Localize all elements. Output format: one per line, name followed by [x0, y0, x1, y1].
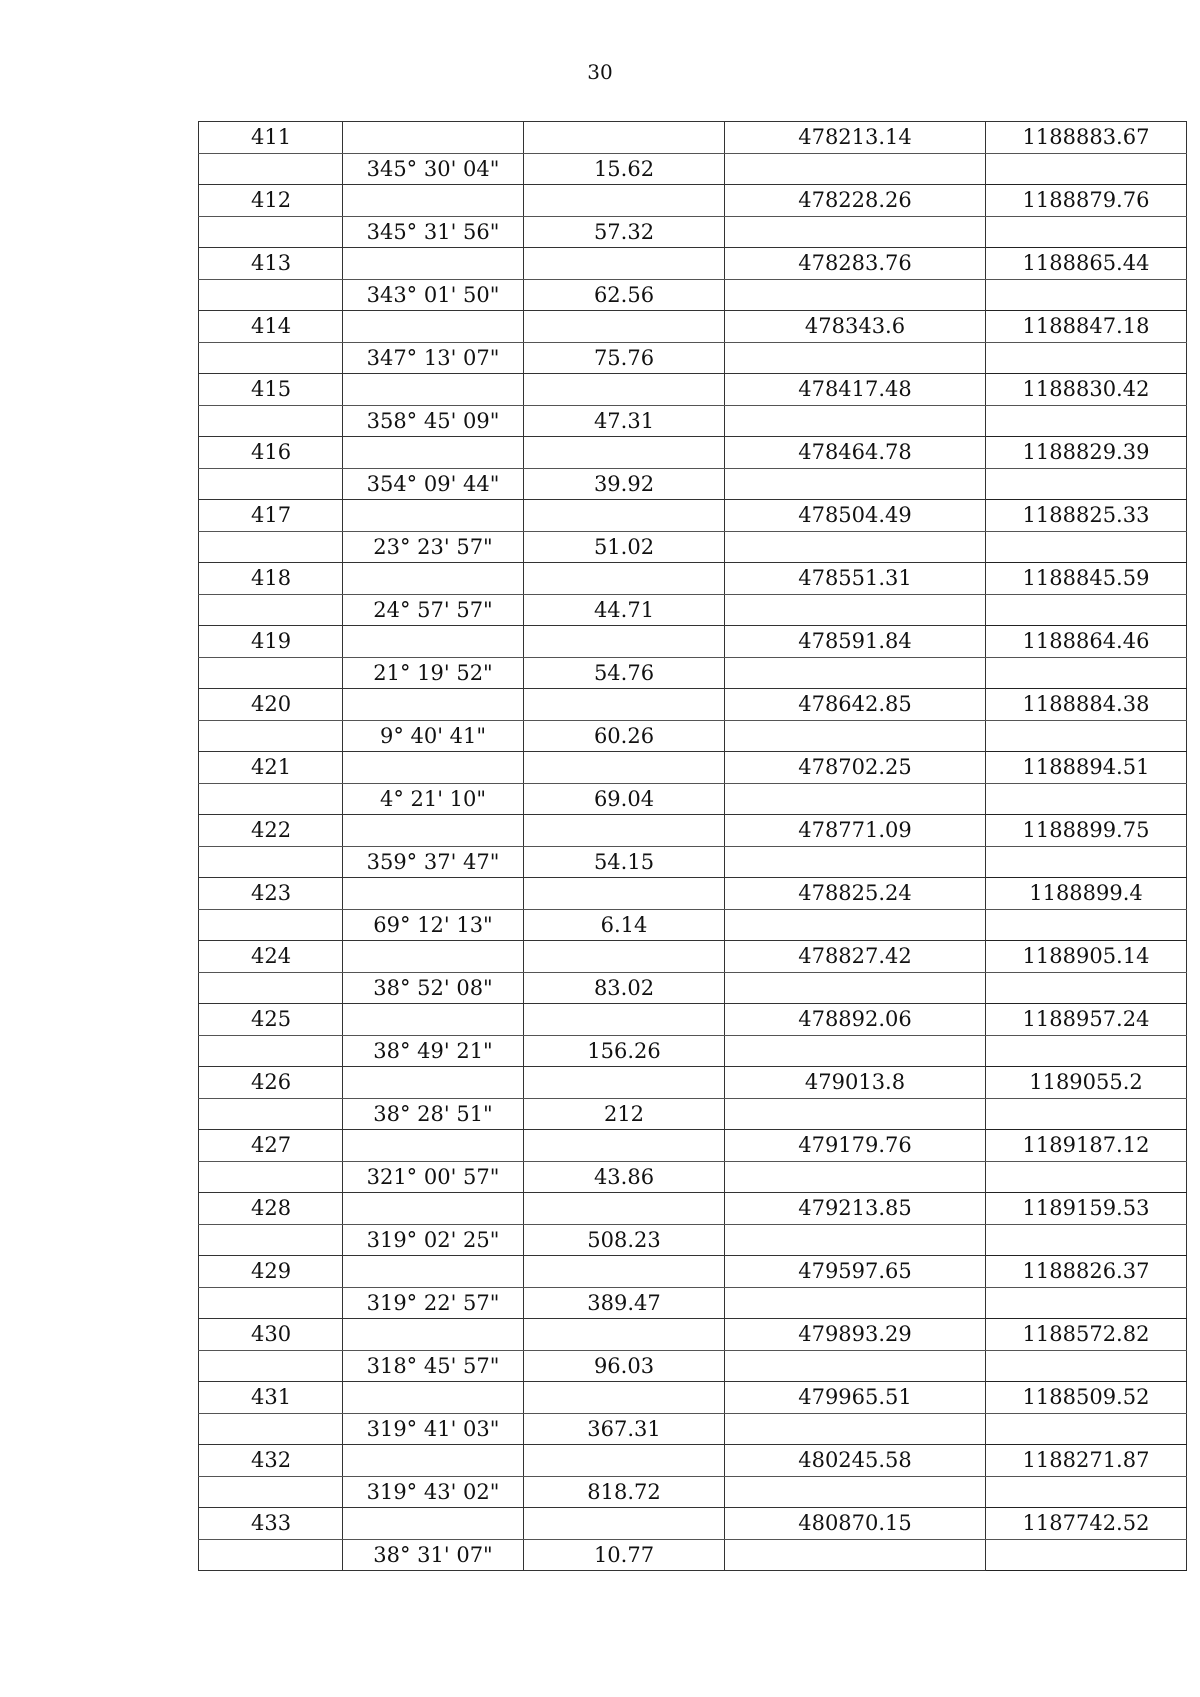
- point-id-cell: [199, 594, 343, 626]
- bearing-cell: [343, 878, 524, 910]
- x-coordinate-cell: 478504.49: [725, 500, 986, 532]
- y-coordinate-cell: [986, 783, 1187, 815]
- x-coordinate-cell: 478892.06: [725, 1004, 986, 1036]
- bearing-cell: 9° 40' 41": [343, 720, 524, 752]
- distance-cell: 54.76: [524, 657, 725, 689]
- bearing-cell: [343, 248, 524, 280]
- y-coordinate-cell: [986, 846, 1187, 878]
- point-id-cell: [199, 1035, 343, 1067]
- bearing-cell: [343, 563, 524, 595]
- distance-cell: 51.02: [524, 531, 725, 563]
- point-id-cell: [199, 1413, 343, 1445]
- x-coordinate-cell: 480245.58: [725, 1445, 986, 1477]
- bearing-cell: 23° 23' 57": [343, 531, 524, 563]
- bearing-cell: [343, 500, 524, 532]
- segment-row: [199, 720, 1187, 752]
- point-id-cell: 427: [199, 1130, 343, 1162]
- segment-row: [199, 1161, 1187, 1193]
- point-row: [199, 437, 1187, 469]
- segment-row: [199, 1539, 1187, 1571]
- distance-cell: [524, 1256, 725, 1288]
- segment-row: [199, 1098, 1187, 1130]
- point-id-cell: 414: [199, 311, 343, 343]
- y-coordinate-cell: 1188883.67: [986, 122, 1187, 154]
- point-row: [199, 815, 1187, 847]
- point-row: [199, 500, 1187, 532]
- y-coordinate-cell: 1188905.14: [986, 941, 1187, 973]
- x-coordinate-cell: [725, 783, 986, 815]
- point-id-cell: 420: [199, 689, 343, 721]
- segment-row: [199, 1413, 1187, 1445]
- distance-cell: 15.62: [524, 153, 725, 185]
- segment-row: [199, 1035, 1187, 1067]
- distance-cell: [524, 1508, 725, 1540]
- point-row: [199, 374, 1187, 406]
- point-id-cell: 431: [199, 1382, 343, 1414]
- bearing-cell: [343, 1067, 524, 1099]
- y-coordinate-cell: 1188572.82: [986, 1319, 1187, 1351]
- x-coordinate-cell: 478551.31: [725, 563, 986, 595]
- bearing-cell: 38° 52' 08": [343, 972, 524, 1004]
- distance-cell: [524, 311, 725, 343]
- bearing-cell: 345° 30' 04": [343, 153, 524, 185]
- x-coordinate-cell: 478464.78: [725, 437, 986, 469]
- point-id-cell: [199, 909, 343, 941]
- bearing-cell: 38° 49' 21": [343, 1035, 524, 1067]
- point-id-cell: [199, 1476, 343, 1508]
- distance-cell: 39.92: [524, 468, 725, 500]
- point-id-cell: [199, 1161, 343, 1193]
- x-coordinate-cell: [725, 1476, 986, 1508]
- distance-cell: 54.15: [524, 846, 725, 878]
- bearing-cell: 354° 09' 44": [343, 468, 524, 500]
- y-coordinate-cell: [986, 1539, 1187, 1571]
- y-coordinate-cell: [986, 657, 1187, 689]
- bearing-cell: 69° 12' 13": [343, 909, 524, 941]
- coordinates-table: [198, 121, 1187, 1571]
- point-id-cell: 429: [199, 1256, 343, 1288]
- y-coordinate-cell: 1188271.87: [986, 1445, 1187, 1477]
- point-id-cell: 419: [199, 626, 343, 658]
- point-id-cell: 432: [199, 1445, 343, 1477]
- y-coordinate-cell: 1188847.18: [986, 311, 1187, 343]
- distance-cell: [524, 248, 725, 280]
- point-id-cell: 428: [199, 1193, 343, 1225]
- x-coordinate-cell: [725, 846, 986, 878]
- bearing-cell: 4° 21' 10": [343, 783, 524, 815]
- bearing-cell: 359° 37' 47": [343, 846, 524, 878]
- distance-cell: [524, 1319, 725, 1351]
- x-coordinate-cell: 478228.26: [725, 185, 986, 217]
- point-id-cell: [199, 1350, 343, 1382]
- segment-row: [199, 342, 1187, 374]
- point-row: [199, 1256, 1187, 1288]
- distance-cell: 60.26: [524, 720, 725, 752]
- bearing-cell: [343, 1130, 524, 1162]
- point-row: [199, 1130, 1187, 1162]
- x-coordinate-cell: 478702.25: [725, 752, 986, 784]
- x-coordinate-cell: 478591.84: [725, 626, 986, 658]
- point-id-cell: [199, 279, 343, 311]
- point-id-cell: 415: [199, 374, 343, 406]
- bearing-cell: [343, 1508, 524, 1540]
- bearing-cell: 21° 19' 52": [343, 657, 524, 689]
- y-coordinate-cell: [986, 1350, 1187, 1382]
- segment-row: [199, 216, 1187, 248]
- x-coordinate-cell: [725, 531, 986, 563]
- y-coordinate-cell: [986, 1287, 1187, 1319]
- bearing-cell: [343, 626, 524, 658]
- y-coordinate-cell: 1188884.38: [986, 689, 1187, 721]
- y-coordinate-cell: [986, 279, 1187, 311]
- segment-row: [199, 594, 1187, 626]
- x-coordinate-cell: [725, 594, 986, 626]
- point-row: [199, 689, 1187, 721]
- distance-cell: [524, 122, 725, 154]
- point-row: [199, 1193, 1187, 1225]
- y-coordinate-cell: [986, 720, 1187, 752]
- y-coordinate-cell: 1188894.51: [986, 752, 1187, 784]
- x-coordinate-cell: 478343.6: [725, 311, 986, 343]
- y-coordinate-cell: 1188845.59: [986, 563, 1187, 595]
- point-id-cell: [199, 972, 343, 1004]
- bearing-cell: 343° 01' 50": [343, 279, 524, 311]
- point-id-cell: 426: [199, 1067, 343, 1099]
- distance-cell: 389.47: [524, 1287, 725, 1319]
- segment-row: [199, 657, 1187, 689]
- bearing-cell: 347° 13' 07": [343, 342, 524, 374]
- y-coordinate-cell: [986, 1035, 1187, 1067]
- y-coordinate-cell: 1188826.37: [986, 1256, 1187, 1288]
- point-row: [199, 878, 1187, 910]
- distance-cell: 818.72: [524, 1476, 725, 1508]
- bearing-cell: 358° 45' 09": [343, 405, 524, 437]
- bearing-cell: [343, 1004, 524, 1036]
- point-id-cell: 411: [199, 122, 343, 154]
- distance-cell: [524, 689, 725, 721]
- point-id-cell: [199, 1098, 343, 1130]
- x-coordinate-cell: 479179.76: [725, 1130, 986, 1162]
- distance-cell: 43.86: [524, 1161, 725, 1193]
- distance-cell: [524, 1004, 725, 1036]
- x-coordinate-cell: [725, 657, 986, 689]
- distance-cell: 6.14: [524, 909, 725, 941]
- point-id-cell: [199, 1287, 343, 1319]
- x-coordinate-cell: [725, 1035, 986, 1067]
- point-row: [199, 1508, 1187, 1540]
- distance-cell: [524, 1193, 725, 1225]
- point-id-cell: 413: [199, 248, 343, 280]
- point-id-cell: [199, 468, 343, 500]
- point-id-cell: 412: [199, 185, 343, 217]
- point-id-cell: [199, 1224, 343, 1256]
- bearing-cell: 38° 28' 51": [343, 1098, 524, 1130]
- bearing-cell: 345° 31' 56": [343, 216, 524, 248]
- distance-cell: [524, 1130, 725, 1162]
- y-coordinate-cell: [986, 972, 1187, 1004]
- x-coordinate-cell: [725, 1413, 986, 1445]
- point-id-cell: [199, 342, 343, 374]
- segment-row: [199, 1350, 1187, 1382]
- distance-cell: [524, 626, 725, 658]
- distance-cell: [524, 374, 725, 406]
- distance-cell: 367.31: [524, 1413, 725, 1445]
- distance-cell: [524, 752, 725, 784]
- point-row: [199, 752, 1187, 784]
- distance-cell: 57.32: [524, 216, 725, 248]
- point-id-cell: 416: [199, 437, 343, 469]
- bearing-cell: [343, 1445, 524, 1477]
- x-coordinate-cell: 479213.85: [725, 1193, 986, 1225]
- distance-cell: [524, 878, 725, 910]
- bearing-cell: 38° 31' 07": [343, 1539, 524, 1571]
- x-coordinate-cell: 479597.65: [725, 1256, 986, 1288]
- y-coordinate-cell: 1187742.52: [986, 1508, 1187, 1540]
- point-row: [199, 185, 1187, 217]
- point-row: [199, 122, 1187, 154]
- distance-cell: 69.04: [524, 783, 725, 815]
- x-coordinate-cell: [725, 1350, 986, 1382]
- distance-cell: 508.23: [524, 1224, 725, 1256]
- distance-cell: [524, 185, 725, 217]
- segment-row: [199, 468, 1187, 500]
- distance-cell: 156.26: [524, 1035, 725, 1067]
- bearing-cell: [343, 1193, 524, 1225]
- y-coordinate-cell: [986, 1224, 1187, 1256]
- y-coordinate-cell: 1188865.44: [986, 248, 1187, 280]
- x-coordinate-cell: 478642.85: [725, 689, 986, 721]
- point-row: [199, 563, 1187, 595]
- distance-cell: 47.31: [524, 405, 725, 437]
- y-coordinate-cell: 1188899.75: [986, 815, 1187, 847]
- bearing-cell: 24° 57' 57": [343, 594, 524, 626]
- y-coordinate-cell: 1188829.39: [986, 437, 1187, 469]
- point-id-cell: [199, 1539, 343, 1571]
- distance-cell: [524, 563, 725, 595]
- point-id-cell: 418: [199, 563, 343, 595]
- bearing-cell: [343, 1256, 524, 1288]
- bearing-cell: 319° 43' 02": [343, 1476, 524, 1508]
- y-coordinate-cell: 1189055.2: [986, 1067, 1187, 1099]
- bearing-cell: [343, 437, 524, 469]
- y-coordinate-cell: 1188825.33: [986, 500, 1187, 532]
- segment-row: [199, 1224, 1187, 1256]
- y-coordinate-cell: 1188830.42: [986, 374, 1187, 406]
- bearing-cell: 318° 45' 57": [343, 1350, 524, 1382]
- point-id-cell: [199, 153, 343, 185]
- segment-row: [199, 153, 1187, 185]
- distance-cell: [524, 1445, 725, 1477]
- bearing-cell: 319° 02' 25": [343, 1224, 524, 1256]
- x-coordinate-cell: [725, 279, 986, 311]
- y-coordinate-cell: [986, 468, 1187, 500]
- bearing-cell: 319° 22' 57": [343, 1287, 524, 1319]
- x-coordinate-cell: 480870.15: [725, 1508, 986, 1540]
- x-coordinate-cell: 478417.48: [725, 374, 986, 406]
- x-coordinate-cell: [725, 909, 986, 941]
- bearing-cell: [343, 689, 524, 721]
- bearing-cell: [343, 122, 524, 154]
- point-row: [199, 1319, 1187, 1351]
- x-coordinate-cell: [725, 468, 986, 500]
- y-coordinate-cell: [986, 531, 1187, 563]
- bearing-cell: [343, 815, 524, 847]
- point-row: [199, 1445, 1187, 1477]
- y-coordinate-cell: [986, 1098, 1187, 1130]
- y-coordinate-cell: [986, 909, 1187, 941]
- point-id-cell: 423: [199, 878, 343, 910]
- point-id-cell: [199, 846, 343, 878]
- point-id-cell: 417: [199, 500, 343, 532]
- point-id-cell: 430: [199, 1319, 343, 1351]
- y-coordinate-cell: 1188879.76: [986, 185, 1187, 217]
- y-coordinate-cell: 1189159.53: [986, 1193, 1187, 1225]
- y-coordinate-cell: 1188509.52: [986, 1382, 1187, 1414]
- distance-cell: 10.77: [524, 1539, 725, 1571]
- x-coordinate-cell: [725, 972, 986, 1004]
- point-id-cell: [199, 720, 343, 752]
- y-coordinate-cell: [986, 216, 1187, 248]
- x-coordinate-cell: [725, 405, 986, 437]
- segment-row: [199, 846, 1187, 878]
- x-coordinate-cell: [725, 342, 986, 374]
- bearing-cell: 321° 00' 57": [343, 1161, 524, 1193]
- point-id-cell: [199, 405, 343, 437]
- segment-row: [199, 783, 1187, 815]
- y-coordinate-cell: [986, 153, 1187, 185]
- x-coordinate-cell: [725, 1224, 986, 1256]
- page-number: 30: [587, 60, 613, 84]
- distance-cell: [524, 815, 725, 847]
- distance-cell: [524, 941, 725, 973]
- segment-row: [199, 1476, 1187, 1508]
- distance-cell: 62.56: [524, 279, 725, 311]
- distance-cell: 212: [524, 1098, 725, 1130]
- x-coordinate-cell: 478283.76: [725, 248, 986, 280]
- distance-cell: [524, 437, 725, 469]
- distance-cell: 75.76: [524, 342, 725, 374]
- x-coordinate-cell: 478825.24: [725, 878, 986, 910]
- point-row: [199, 311, 1187, 343]
- point-id-cell: [199, 216, 343, 248]
- y-coordinate-cell: 1189187.12: [986, 1130, 1187, 1162]
- point-id-cell: 421: [199, 752, 343, 784]
- x-coordinate-cell: [725, 153, 986, 185]
- point-id-cell: 425: [199, 1004, 343, 1036]
- point-id-cell: 433: [199, 1508, 343, 1540]
- bearing-cell: [343, 941, 524, 973]
- y-coordinate-cell: [986, 1413, 1187, 1445]
- y-coordinate-cell: 1188899.4: [986, 878, 1187, 910]
- point-row: [199, 1004, 1187, 1036]
- x-coordinate-cell: [725, 1539, 986, 1571]
- bearing-cell: [343, 185, 524, 217]
- bearing-cell: [343, 374, 524, 406]
- bearing-cell: [343, 752, 524, 784]
- x-coordinate-cell: [725, 720, 986, 752]
- x-coordinate-cell: 478213.14: [725, 122, 986, 154]
- point-row: [199, 1067, 1187, 1099]
- x-coordinate-cell: 478771.09: [725, 815, 986, 847]
- y-coordinate-cell: [986, 1161, 1187, 1193]
- point-row: [199, 248, 1187, 280]
- distance-cell: 44.71: [524, 594, 725, 626]
- distance-cell: 96.03: [524, 1350, 725, 1382]
- bearing-cell: [343, 311, 524, 343]
- segment-row: [199, 531, 1187, 563]
- x-coordinate-cell: 478827.42: [725, 941, 986, 973]
- bearing-cell: [343, 1382, 524, 1414]
- point-id-cell: [199, 657, 343, 689]
- segment-row: [199, 909, 1187, 941]
- x-coordinate-cell: [725, 216, 986, 248]
- x-coordinate-cell: [725, 1161, 986, 1193]
- x-coordinate-cell: [725, 1287, 986, 1319]
- table-body: [199, 122, 1187, 1571]
- distance-cell: [524, 1382, 725, 1414]
- distance-cell: [524, 500, 725, 532]
- distance-cell: 83.02: [524, 972, 725, 1004]
- segment-row: [199, 405, 1187, 437]
- segment-row: [199, 1287, 1187, 1319]
- bearing-cell: 319° 41' 03": [343, 1413, 524, 1445]
- point-id-cell: [199, 531, 343, 563]
- point-row: [199, 1382, 1187, 1414]
- x-coordinate-cell: 479893.29: [725, 1319, 986, 1351]
- point-row: [199, 941, 1187, 973]
- y-coordinate-cell: [986, 342, 1187, 374]
- point-id-cell: 424: [199, 941, 343, 973]
- y-coordinate-cell: [986, 405, 1187, 437]
- point-id-cell: [199, 783, 343, 815]
- y-coordinate-cell: [986, 1476, 1187, 1508]
- segment-row: [199, 972, 1187, 1004]
- segment-row: [199, 279, 1187, 311]
- bearing-cell: [343, 1319, 524, 1351]
- point-row: [199, 626, 1187, 658]
- distance-cell: [524, 1067, 725, 1099]
- x-coordinate-cell: 479013.8: [725, 1067, 986, 1099]
- x-coordinate-cell: [725, 1098, 986, 1130]
- x-coordinate-cell: 479965.51: [725, 1382, 986, 1414]
- y-coordinate-cell: 1188957.24: [986, 1004, 1187, 1036]
- y-coordinate-cell: 1188864.46: [986, 626, 1187, 658]
- y-coordinate-cell: [986, 594, 1187, 626]
- point-id-cell: 422: [199, 815, 343, 847]
